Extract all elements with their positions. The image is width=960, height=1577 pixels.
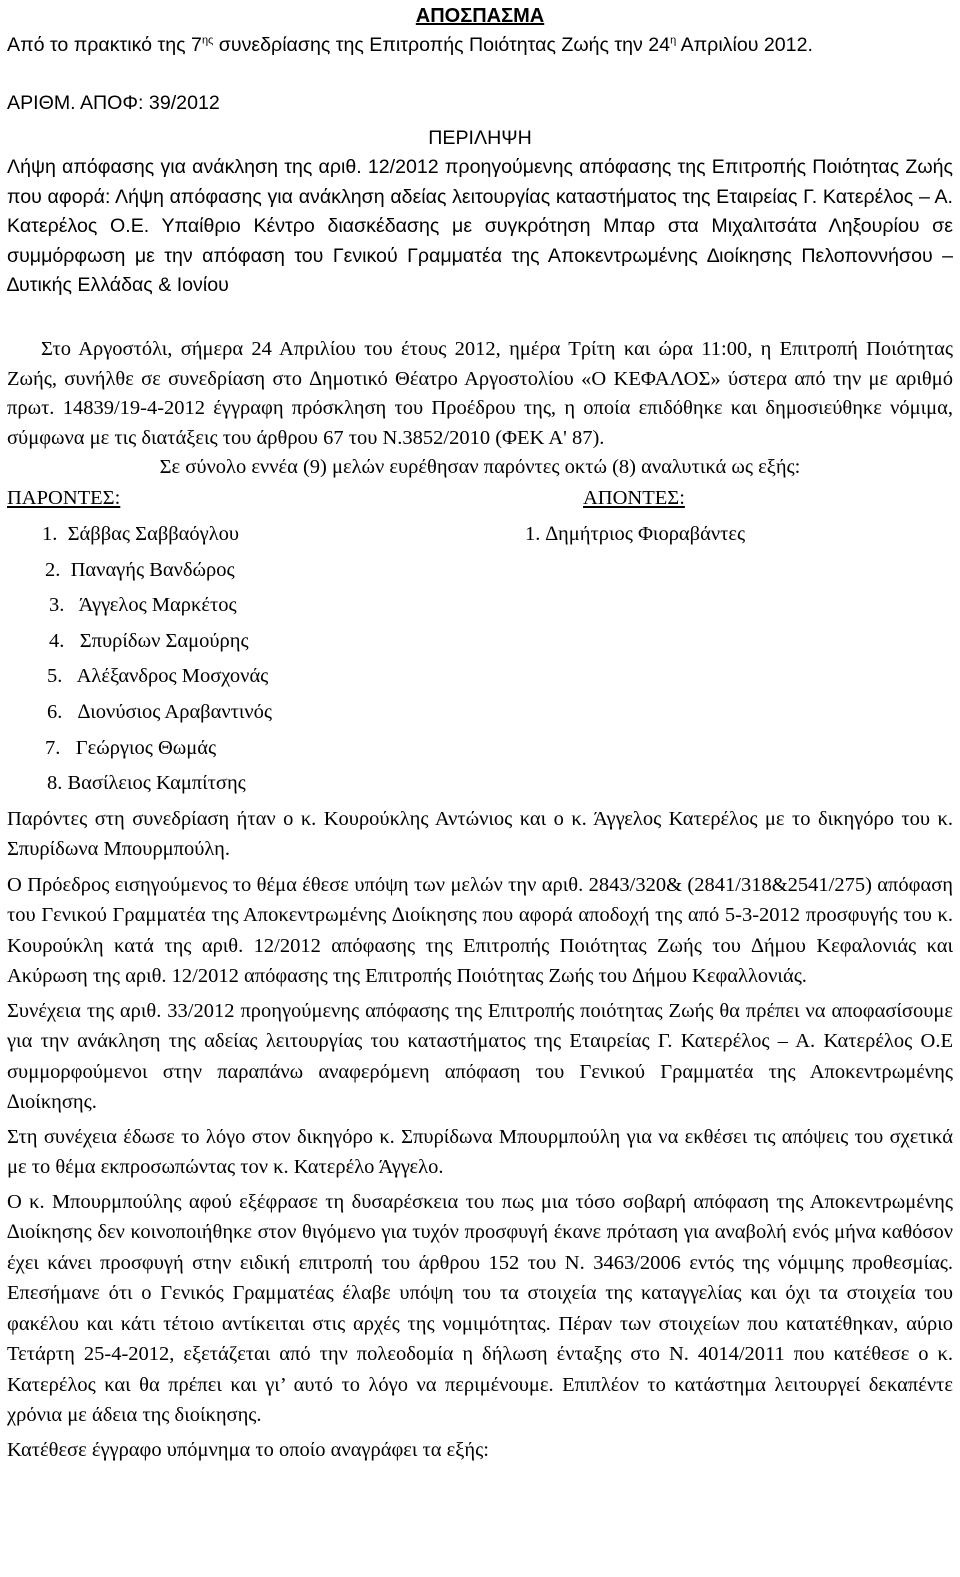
attendance-lists bbox=[7, 517, 953, 802]
paragraph-3: Στη συνέχεια έδωσε το λόγο στον δικηγόρο κ. Σπυρίδωνα Μπουρμπούλη για να εκθέσει τις απόψεις του σχετικά με το θέμα εκπροσωπώντας τον κ. Κατερέλο Άγγελο. bbox=[7, 1125, 953, 1179]
decision-number: ΑΡΙΘΜ. ΑΠΟΦ: 39/2012 bbox=[7, 92, 220, 114]
intro-text-2: συνεδρίασης της Επιτροπής Ποιότητας Ζωής την 24 bbox=[213, 34, 671, 56]
summary-text: Λήψη απόφασης για ανάκληση της αριθ. 12/2012 προηγούμενης απόφασης της Επιτροπής Ποιότητας Ζωής που αφορά: Λήψη απόφασης για ανάκληση αδείας λειτουργίας καταστήματος της Εταιρείας Γ. Κατερέλος – Α. Κατερέλος Ο.Ε. Υπαίθριο Κέντρο διασκέδασης με συγκρότηση Μπαρ στα Μιχαλιτσάτα Ληξουρίου σε συμμόρφωση με την απόφαση του Γενικού Γραμματέα της Αποκεντρωμένης ∆ιοίκησης Πελοποννήσου – ∆υτικής Ελλάδας & Ιονίου bbox=[7, 156, 953, 297]
absent-label: ΑΠΟΝΤΕΣ: bbox=[583, 486, 685, 509]
absent-list bbox=[525, 517, 745, 802]
present-member: 4. Σπυρίδων Σαμούρης bbox=[49, 629, 249, 652]
document-title: ΑΠΟΣΠΑΣΜΑ bbox=[415, 5, 545, 27]
present-label: ΠΑΡΟΝΤΕΣ: bbox=[7, 486, 121, 509]
paragraph-4: Ο κ. Μπουρμπούλης αφού εξέφρασε τη δυσαρέσκεια του πως μια τόσο σοβαρή απόφαση της Αποκεντρωμένης ∆ιοίκησης δεν κοινοποιήθηκε στον θιγόμενο για τυχόν προσφυγή έκανε πρόταση για αναβολή ενός μήνα καθόσον έχει κάνει προσφυγή στην ειδική επιτροπή του άρθρου 152 του Ν. 3463/2006 εντός της νόμιμης προθεσμίας. Επεσήμανε ότι ο Γενικός Γραμματέας έλαβε υπόψη του τα στοιχεία της καταγγελίας και όχι τα στοιχεία του φακέλου και κάτι τέτοιο αντίκειται στις αρχές της νομιμότητας. Πέραν των στοιχείων που κατατέθηκαν, αύριο Τετάρτη 25-4-2012, εξετάζεται από την πολεοδομία η δήλωση ένταξης στο Ν. 4014/2011 που κατέθεσε ο κ. Κατερέλος και θα πρέπει και γι’ αυτό το λόγο να περιμένουμε. Επιπλέον το κατάστημα λειτουργεί δεκαπέντε χρόνια με άδεια της διοίκησης. bbox=[7, 1190, 953, 1427]
present-member: 3. Άγγελος Μαρκέτος bbox=[49, 594, 237, 617]
quorum-text: Σε σύνολο εννέα (9) μελών ευρέθησαν παρόντες οκτώ (8) αναλυτικά ως εξής: bbox=[159, 456, 801, 479]
absent-member: 1. ∆ημήτριος Φιοραβάντες bbox=[525, 522, 746, 545]
intro-line bbox=[7, 31, 953, 60]
attendance-headers bbox=[7, 483, 953, 513]
present-member: 2. Παναγής Βανδώρος bbox=[45, 558, 235, 581]
session-text: Στο Αργοστόλι, σήμερα 24 Απριλίου του έτους 2012, ημέρα Τρίτη και ώρα 11:00, η Επιτροπή Ποιότητας Ζωής, συνήλθε σε συνεδρίαση στο ∆ημοτικό Θέατρο Αργοστολίου «Ο ΚΕΦΑΛΟΣ» ύστερα από την με αριθμό πρωτ. 14839/19-4-2012 έγγραφη πρόσκληση του Προέδρου της, η οποία επιδόθηκε και δημοσιεύθηκε νόμιμα, σύμφωνα με τις διατάξεις του άρθρου 67 του Ν.3852/2010 (ΦΕΚ Α' 87). bbox=[7, 337, 953, 449]
intro-text-3: Απριλίου 2012. bbox=[676, 34, 813, 56]
intro-superscript-2: η bbox=[670, 34, 677, 47]
summary-heading: ΠΕΡΙΛΗΨΗ bbox=[428, 127, 532, 149]
paragraph-2: Συνέχεια της αριθ. 33/2012 προηγούμενης απόφασης της Επιτροπής ποιότητας Ζωής θα πρέπει να αποφασίσουμε για την ανάκληση της αδείας λειτουργίας του καταστήματος της Εταιρείας Γ. Κατερέλος – Α. Κατερέλος Ο.Ε συμμορφούμενοι στην παραπάνω αναφερόμενη απόφαση του Γενικού Γραμματέα της Αποκεντρωμένης ∆ιοίκησης. bbox=[7, 999, 953, 1114]
intro-text-1: Από το πρακτικό της 7 bbox=[7, 34, 202, 56]
present-list bbox=[7, 517, 525, 802]
document-page bbox=[7, 0, 953, 1465]
paragraph-5: Κατέθεσε έγγραφο υπόμνημα το οποίο αναγράφει τα εξής: bbox=[7, 1438, 489, 1461]
paragraph-1: Ο Πρόεδρος εισηγούμενος το θέμα έθεσε υπόψη των μελών την αριθ. 2843/320& (2841/318&2541/275) απόφαση του Γενικού Γραμματέα της Αποκεντρωμένης ∆ιοίκησης που αφορά αποδοχή της από 5-3-2012 προσφυγής του κ. Κουρούκλη κατά της αριθ. 12/2012 απόφασης της Επιτροπής Ποιότητας Ζωής του ∆ήμου Κεφαλονιάς και Ακύρωση της αριθ. 12/2012 απόφασης της Επιτροπής Ποιότητας Ζωής του ∆ήμου Κεφαλλονιάς. bbox=[7, 873, 953, 988]
present-member: 7. Γεώργιος Θωμάς bbox=[45, 736, 217, 759]
present-member: 5. Αλέξανδρος Μοσχονάς bbox=[47, 665, 269, 688]
attendees-text: Παρόντες στη συνεδρίαση ήταν ο κ. Κουρούκλης Αντώνιος και ο κ. Άγγελος Κατερέλος με το δικηγόρο του κ. Σπυρίδωνα Μπουρμπούλη. bbox=[7, 807, 953, 860]
present-member: 8. Βασίλειος Καμπίτσης bbox=[47, 772, 246, 795]
present-member: 1. Σάββας Σαββαόγλου bbox=[42, 522, 240, 545]
present-member: 6. ∆ιονύσιος Αραβαντινός bbox=[47, 700, 273, 723]
intro-superscript-1: ης bbox=[201, 34, 214, 47]
